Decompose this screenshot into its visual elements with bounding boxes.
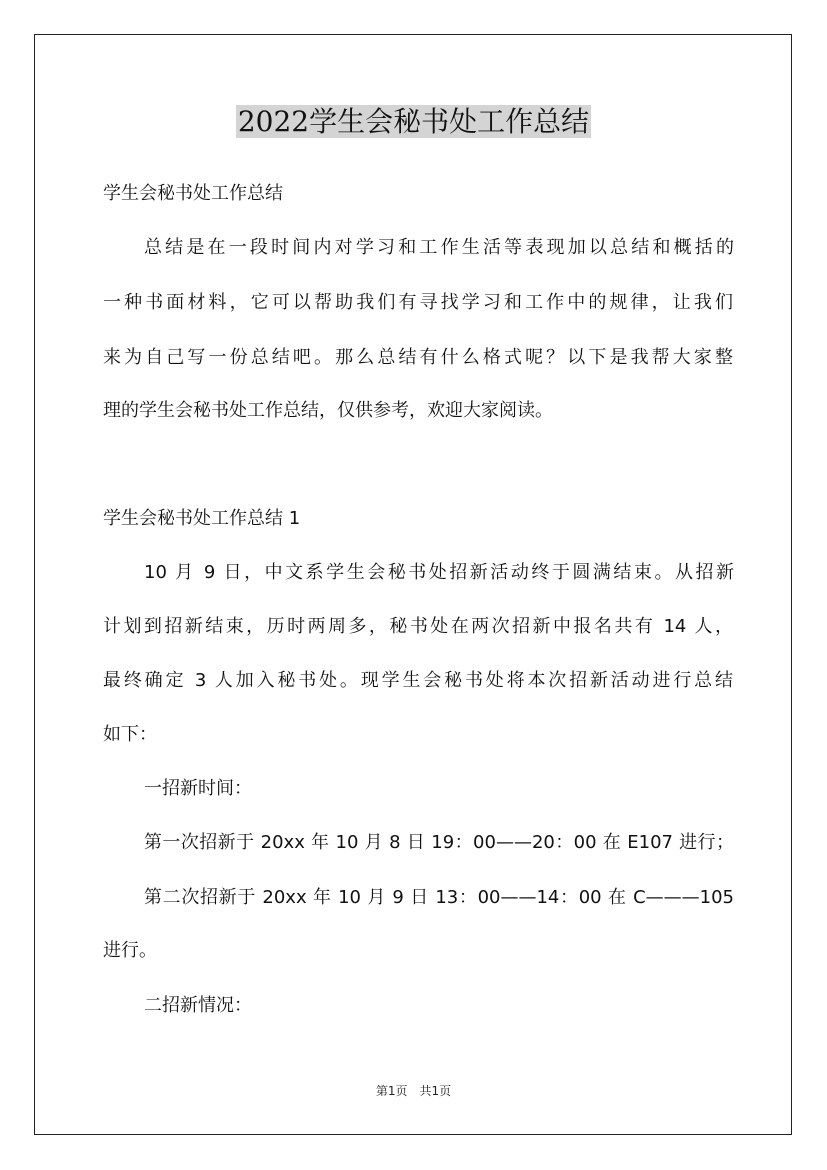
item-1-line-3: 进行。	[103, 940, 157, 961]
page-number-label: 第1页 共1页	[375, 1084, 452, 1098]
intro-line-2: 一种书面材料，它可以帮助我们有寻找学习和工作中的规律，让我们	[103, 292, 733, 313]
intro-line-1: 总结是在一段时间内对学习和工作生活等表现加以总结和概括的	[144, 237, 734, 258]
item-1-line-1: 第一次招新于 20xx 年 10 月 8 日 19：00——20：00 在 E107 进行；	[144, 832, 734, 853]
section-1-line-3: 最终确定 3 人加入秘书处。现学生会秘书处将本次招新活动进行总结	[103, 670, 733, 691]
intro-line-3: 来为自己写一份总结吧。那么总结有什么格式呢？以下是我帮大家整	[103, 347, 733, 368]
item-1-heading: 一招新时间：	[144, 778, 252, 799]
document-subtitle: 学生会秘书处工作总结	[103, 183, 283, 204]
document-title-text: 2022学生会秘书处工作总结	[237, 105, 590, 138]
intro-line-4: 理的学生会秘书处工作总结，仅供参考，欢迎大家阅读。	[103, 400, 553, 421]
section-1-line-2: 计划到招新结束，历时两周多，秘书处在两次招新中报名共有 14 人，	[103, 616, 733, 637]
item-2-heading: 二招新情况：	[144, 995, 252, 1016]
section-1-heading: 学生会秘书处工作总结 1	[103, 508, 301, 529]
document-title	[0, 102, 827, 142]
page-footer	[0, 1083, 827, 1099]
item-1-line-2: 第二次招新于 20xx 年 10 月 9 日 13：00——14：00 在 C———105	[144, 887, 734, 908]
section-1-line-1: 10 月 9 日，中文系学生会秘书处招新活动终于圆满结束。从招新	[144, 562, 734, 583]
section-1-line-4: 如下：	[103, 724, 157, 745]
